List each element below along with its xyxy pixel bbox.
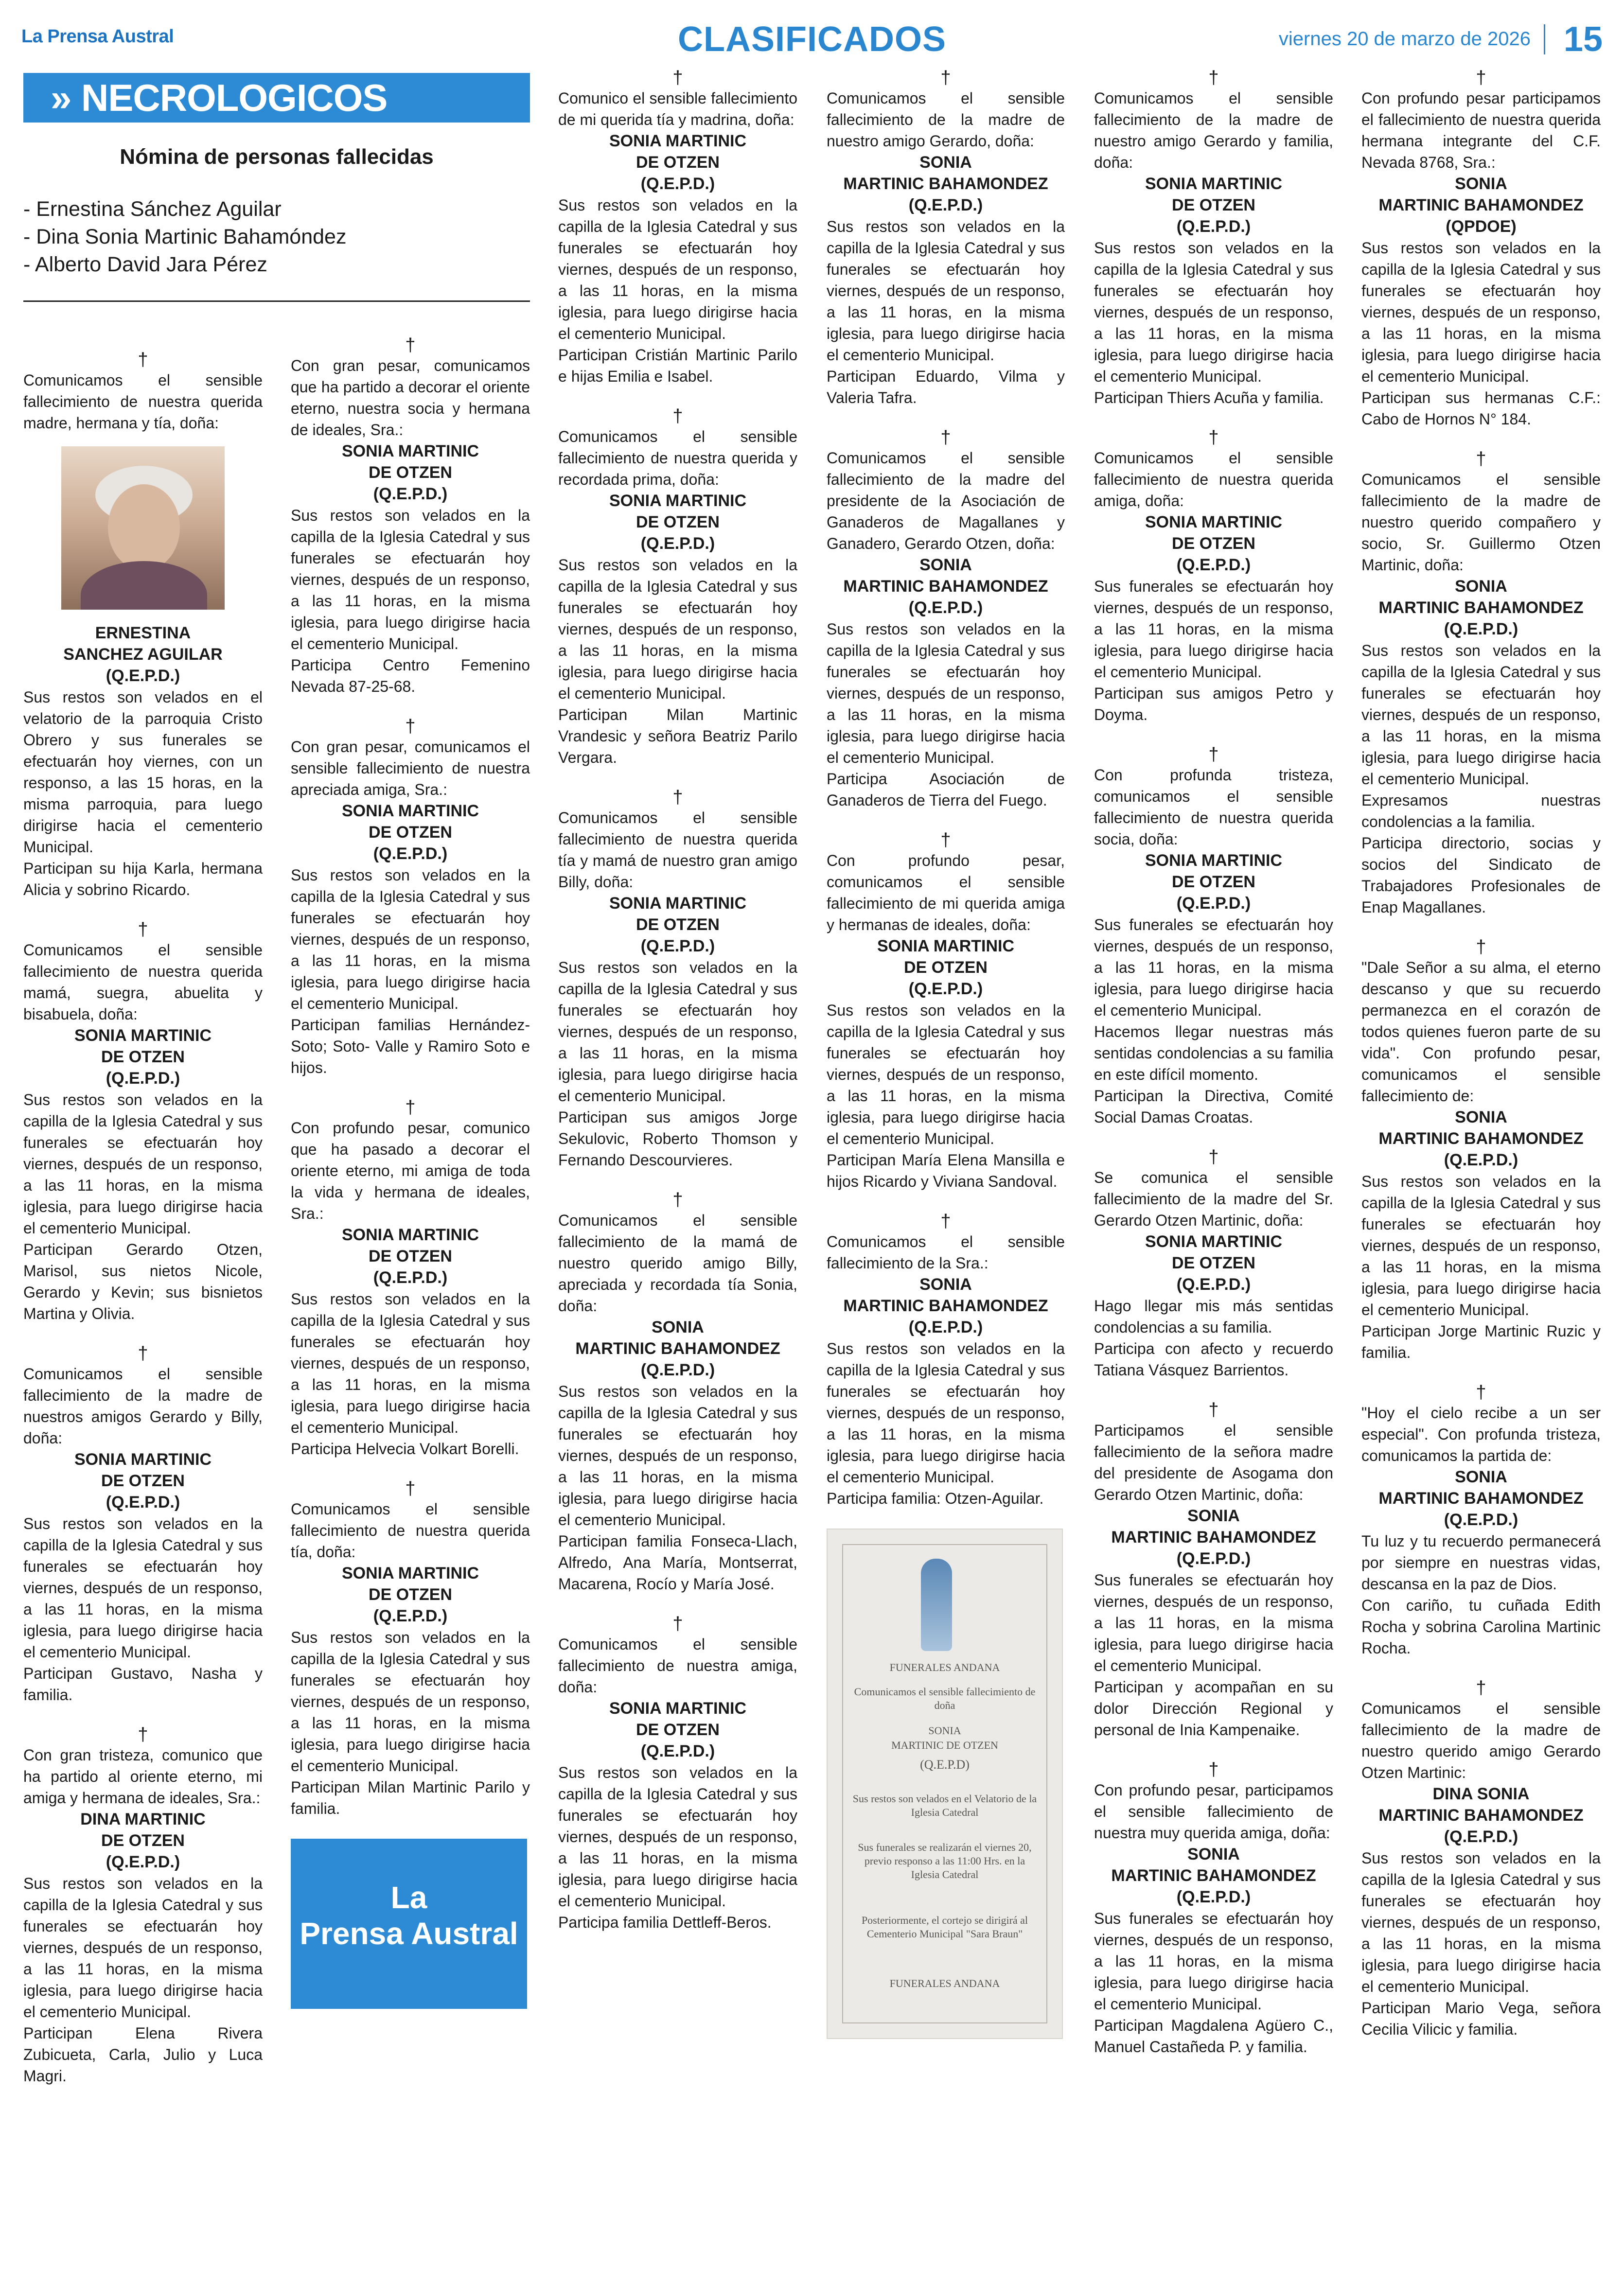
qepd: (Q.E.P.D.) xyxy=(1176,1888,1251,1906)
notice xyxy=(558,68,797,387)
notice-intro: Comunicamos el sensible fallecimiento de la madre de nuestro amigo Gerardo y familia, doña: xyxy=(1094,89,1333,171)
notice xyxy=(827,1212,1065,1509)
deceased-name: SONIA xyxy=(1187,1507,1240,1525)
notice-body: Sus restos son velados en la capilla de la Iglesia Catedral y sus funerales se efectuarán hoy viernes, después de un responso, a las 11 horas, en la misma iglesia, para luego dirigirse hacia el cementerio Municipal. xyxy=(558,196,797,342)
notice xyxy=(1094,68,1333,408)
notice xyxy=(1361,1383,1601,1659)
cross-icon: † xyxy=(1476,68,1486,88)
notice-participants: Participan Elena Rivera Zubicueta, Carla, Julio y Luca Magri. xyxy=(23,2024,263,2085)
cross-icon: † xyxy=(405,1478,416,1499)
notice-body: Sus restos son velados en la capilla de la Iglesia Catedral y sus funerales se efectuarán hoy viernes, después de un responso, a las 11 horas, en la misma iglesia, para luego dirigirse hacia el cementerio Municipal. xyxy=(827,218,1065,364)
notice xyxy=(291,717,530,1078)
notice-participants: Participan Thiers Acuña y familia. xyxy=(1094,389,1324,406)
notice-participants: Participan Mario Vega, señora Cecilia Vilicic y familia. xyxy=(1361,1999,1601,2038)
notice xyxy=(23,1725,263,2087)
notice-body: Sus restos son velados en la capilla de la Iglesia Catedral y sus funerales se efectuarán hoy viernes, después de un responso, a las 11 horas, en la misma iglesia, para luego dirigirse hacia el cementerio Municipal. xyxy=(827,620,1065,766)
notice-participants: Participan Eduardo, Vilma y Valeria Tafra. xyxy=(827,368,1065,406)
masthead-brand: La Prensa Austral xyxy=(21,26,174,47)
notice-intro: Participamos el sensible fallecimiento de la señora madre del presidente de Asogama don Gerardo Otzen Martinic, doña: xyxy=(1094,1422,1333,1503)
deceased-photo xyxy=(61,446,225,610)
notice xyxy=(1094,428,1333,725)
notice-participants: Participan María Elena Mansilla e hijos Ricardo y Viviana Sandoval. xyxy=(827,1151,1065,1190)
column-2 xyxy=(291,335,530,2009)
qepd: (Q.E.P.D.) xyxy=(1444,620,1518,638)
notice-participants: Participan Gerardo Otzen, Marisol, sus nietos Nicole, Gerardo y Kevin; sus bisnietos Martina y Olivia. xyxy=(23,1241,263,1322)
nomina-item: - Dina Sonia Martinic Bahamóndez xyxy=(23,225,347,248)
notice-participants: Participan Milan Martinic Vrandesic y señora Beatriz Parilo Vergara. xyxy=(558,706,797,766)
notice xyxy=(558,1614,797,1933)
qepd: (Q.E.P.D.) xyxy=(640,1361,715,1379)
notice-participants: Participa Centro Femenino Nevada 87-25-68. xyxy=(291,656,530,695)
notice-participants: Participan sus amigos Jorge Sekulovic, Roberto Thomson y Fernando Descourvieres. xyxy=(558,1108,797,1169)
section-title: CLASIFICADOS xyxy=(678,20,946,59)
notice xyxy=(291,1479,530,1819)
cross-icon: † xyxy=(940,830,951,850)
nomina-item: - Alberto David Jara Pérez xyxy=(23,253,267,276)
card-line: Sus restos son velados en el Velatorio de la Iglesia Catedral xyxy=(852,1793,1037,1818)
deceased-name: DE OTZEN xyxy=(904,958,988,977)
deceased-name: SONIA MARTINIC xyxy=(609,492,747,510)
notice xyxy=(1094,1147,1333,1381)
notice xyxy=(1361,68,1601,430)
necrologicos-banner: » NECROLOGICOS xyxy=(23,73,530,123)
notice-body: Sus restos son velados en la capilla de la Iglesia Catedral y sus funerales se efectuarán hoy viernes, después de un responso, a las 11 horas, en la misma iglesia, para luego dirigirse hacia el cementerio Municipal. xyxy=(23,1091,263,1237)
cross-icon: † xyxy=(672,787,683,808)
cross-icon: † xyxy=(1208,1147,1219,1167)
notice-intro: Comunicamos el sensible fallecimiento de la madre de nuestros amigos Gerardo y Billy, doña: xyxy=(23,1365,263,1447)
deceased-name: DE OTZEN xyxy=(1172,196,1255,214)
qepd: (Q.E.P.D.) xyxy=(1176,1549,1251,1568)
cross-icon: † xyxy=(672,68,683,88)
notice xyxy=(291,335,530,697)
notice-participants: Con cariño, tu cuñada Edith Rocha y sobrina Carolina Martinic Rocha. xyxy=(1361,1597,1601,1657)
cross-icon: † xyxy=(672,406,683,426)
deceased-name: SONIA xyxy=(1455,175,1507,193)
la-prensa-austral-logo: La Prensa Austral xyxy=(291,1839,527,2009)
deceased-name: MARTINIC BAHAMONDEZ xyxy=(1378,1129,1584,1148)
notice-body: Sus restos son velados en la capilla de la Iglesia Catedral y sus funerales se efectuarán hoy viernes, después de un responso, a las 11 horas, en la misma iglesia, para luego dirigirse hacia el cementerio Municipal. xyxy=(291,507,530,652)
notice-intro: Con profunda tristeza, comunicamos el sensible fallecimiento de nuestra querida socia, doña: xyxy=(1094,766,1333,848)
notice-participants: Participan Milan Martinic Parilo y familia. xyxy=(291,1778,530,1817)
notice-body: Sus funerales se efectuarán hoy viernes, después de un responso, a las 11 horas, en la misma iglesia, para luego dirigirse hacia el cementerio Municipal. xyxy=(1094,916,1333,1019)
cross-icon: † xyxy=(1476,1382,1486,1403)
notice-intro: Comunicamos el sensible fallecimiento de nuestra amiga, doña: xyxy=(558,1635,797,1696)
card-name: MARTINIC DE OTZEN xyxy=(891,1739,998,1751)
deceased-name: SONIA xyxy=(919,153,972,172)
deceased-name: SONIA MARTINIC xyxy=(341,1226,479,1244)
notice xyxy=(558,788,797,1171)
notice-participants: Participa con afecto y recuerdo Tatiana Vásquez Barrientos. xyxy=(1094,1340,1333,1379)
notice xyxy=(23,1344,263,1705)
notice-body: Sus restos son velados en la capilla de la Iglesia Catedral y sus funerales se efectuarán hoy viernes, después de un responso, a las 11 horas, en la misma iglesia, para luego dirigirse hacia el cementerio Municipal. xyxy=(558,959,797,1105)
notice-body: Sus restos son velados en la capilla de la Iglesia Catedral y sus funerales se efectuarán hoy viernes, después de un responso, a las 11 horas, en la misma iglesia, para luego dirigirse hacia el cementerio Municipal. xyxy=(1361,642,1601,788)
header-divider xyxy=(1544,24,1545,54)
qepd: (Q.E.P.D.) xyxy=(908,1318,983,1336)
nomina-title: Nómina de personas fallecidas xyxy=(120,145,434,169)
deceased-name: MARTINIC BAHAMONDEZ xyxy=(1378,598,1584,617)
notice xyxy=(558,406,797,768)
notice-participants: Participa directorio, socias y socios del Sindicato de Trabajadores Profesionales de Enap Magallanes. xyxy=(1361,834,1601,916)
notice xyxy=(827,830,1065,1192)
deceased-name: DE OTZEN xyxy=(636,513,720,531)
notice xyxy=(23,920,263,1324)
deceased-name: DE OTZEN xyxy=(636,1721,720,1739)
deceased-name: DE OTZEN xyxy=(369,1247,452,1266)
cross-icon: † xyxy=(138,1343,148,1364)
nomina-item: - Ernestina Sánchez Aguilar xyxy=(23,197,282,221)
notice-body: Hago llegar mis más sentidas condolencias a su familia. xyxy=(1094,1297,1333,1336)
notice xyxy=(1361,937,1601,1363)
qepd: (Q.E.P.D.) xyxy=(106,1493,180,1512)
deceased-name: MARTINIC BAHAMONDEZ xyxy=(843,175,1048,193)
qepd: (Q.E.P.D.) xyxy=(1444,1151,1518,1169)
notice-body: Sus funerales se efectuarán hoy viernes, después de un responso, a las 11 horas, en la misma iglesia, para luego dirigirse hacia el cementerio Municipal. xyxy=(1094,578,1333,681)
cross-icon: † xyxy=(1476,937,1486,957)
notice-participants: Participa familia: Otzen-Aguilar. xyxy=(827,1490,1044,1507)
notice-intro: Con profundo pesar participamos el fallecimiento de nuestra querida hermana integrante del C.F. Nevada 8768, Sra.: xyxy=(1361,89,1601,171)
page-header xyxy=(21,18,1603,61)
notice-intro: Comunicamos el sensible fallecimiento de nuestra querida amiga, doña: xyxy=(1094,449,1333,510)
deceased-name: DE OTZEN xyxy=(1172,873,1255,891)
qepd: (Q.E.P.D.) xyxy=(106,667,180,685)
notice-intro: Con gran tristeza, comunico que ha partido al oriente eterno, mi amiga y hermana de ideales, Sra.: xyxy=(23,1746,263,1807)
notice xyxy=(1094,1400,1333,1740)
notice-intro: Comunicamos el sensible fallecimiento de nuestra querida madre, hermana y tía, doña: xyxy=(23,371,263,432)
cross-icon: † xyxy=(1208,1759,1219,1780)
notice-intro: Comunicamos el sensible fallecimiento de nuestra querida tía, doña: xyxy=(291,1500,530,1561)
cross-icon: † xyxy=(1476,1678,1486,1698)
notice-intro: Comunicamos el sensible fallecimiento de nuestra querida y recordada prima, doña: xyxy=(558,428,797,488)
cross-icon: † xyxy=(940,427,951,448)
notice-intro: Comunicamos el sensible fallecimiento de la mamá de nuestro querido amigo Billy, apreciada y recordada tía Sonia, doña: xyxy=(558,1212,797,1315)
deceased-name: MARTINIC BAHAMONDEZ xyxy=(1378,196,1584,214)
notice-participants: Participan familia Fonseca-Llach, Alfredo, Ana María, Montserrat, Macarena, Rocío y María José. xyxy=(558,1532,797,1593)
notice-intro: "Dale Señor a su alma, el eterno descanso y que su recuerdo permanezca en el corazón de todos quienes fueron parte de su vida". Con profundo pesar, comunicamos el sensible fallecimiento de: xyxy=(1361,959,1601,1105)
deceased-name: SONIA xyxy=(652,1318,704,1336)
notice xyxy=(1361,1678,1601,2040)
deceased-name: SONIA xyxy=(1455,577,1507,596)
deceased-name: SONIA MARTINIC xyxy=(341,1564,479,1582)
notice-body: Sus restos son velados en la capilla de la Iglesia Catedral y sus funerales se efectuarán hoy viernes, después de un responso, a las 11 horas, en la misma iglesia, para luego dirigirse hacia el cementerio Municipal. xyxy=(827,1002,1065,1147)
column-6 xyxy=(1361,68,1601,2059)
notice-intro: Comunicamos el sensible fallecimiento de la madre del presidente de la Asociación de Ganaderos de Magallanes y Ganadero, Gerardo Otzen, doña: xyxy=(827,449,1065,552)
deceased-name: SONIA xyxy=(919,556,972,574)
qepd: (Q.E.P.D.) xyxy=(373,1607,448,1625)
section-rule xyxy=(23,300,530,302)
card-line: Sus funerales se realizarán el viernes 20, previo responso a las 11:00 Hrs. en la Iglesia Catedral xyxy=(858,1841,1032,1881)
notice-body: Sus funerales se efectuarán hoy viernes, después de un responso, a las 11 horas, en la misma iglesia, para luego dirigirse hacia el cementerio Municipal. xyxy=(1094,1571,1333,1674)
notice-intro: Con gran pesar, comunicamos que ha partido a decorar el oriente eterno, nuestra socia y hermana de ideales, Sra.: xyxy=(291,357,530,439)
notice-body: Sus restos son velados en la capilla de la Iglesia Catedral y sus funerales se efectuarán hoy viernes, después de un responso, a las 11 horas, en la misma iglesia, para luego dirigirse hacia el cementerio Municipal. xyxy=(291,1290,530,1436)
deceased-name: SONIA MARTINIC xyxy=(877,937,1015,955)
notice-participants: Participan y acompañan en su dolor Dirección Regional y personal de Inia Kampenaike. xyxy=(1094,1678,1333,1739)
card-intro: Comunicamos el sensible fallecimiento de doña xyxy=(854,1686,1036,1711)
notice-participants: Participan Magdalena Agüero C., Manuel Castañeda P. y familia. xyxy=(1094,2017,1333,2056)
deceased-name: SONIA MARTINIC xyxy=(609,894,747,913)
qepd: (Q.E.P.D.) xyxy=(640,534,715,553)
deceased-name: SONIA xyxy=(1187,1845,1240,1863)
notice-body: Sus restos son velados en la capilla de la Iglesia Catedral y sus funerales se efectuarán hoy viernes, después de un responso, a las 11 horas, en la misma iglesia, para luego dirigirse hacia el cementerio Municipal. xyxy=(558,1764,797,1910)
notice-intro: Comunicamos el sensible fallecimiento de la madre de nuestro amigo Gerardo, doña: xyxy=(827,89,1065,150)
deceased-name: MARTINIC BAHAMONDEZ xyxy=(1111,1866,1316,1885)
cross-icon: † xyxy=(405,1097,416,1118)
deceased-name: MARTINIC BAHAMONDEZ xyxy=(1111,1528,1316,1547)
deceased-name: DE OTZEN xyxy=(101,1472,185,1490)
notice xyxy=(558,1190,797,1595)
notice-body: Sus funerales se efectuarán hoy viernes, después de un responso, a las 11 horas, en la misma iglesia, para luego dirigirse hacia el cementerio Municipal. xyxy=(1094,1910,1333,2013)
notice-participants: Participan familias Hernández- Soto; Soto- Valle y Ramiro Soto e hijos. xyxy=(291,1016,530,1076)
qepd: (Q.E.P.D.) xyxy=(908,980,983,998)
card-footer: FUNERALES ANDANA xyxy=(889,1977,1000,1989)
page-number: 15 xyxy=(1563,20,1603,59)
notice-intro: Comunicamos el sensible fallecimiento de la Sra.: xyxy=(827,1233,1065,1272)
qepd: (Q.E.P.D.) xyxy=(106,1853,180,1871)
deceased-name: DE OTZEN xyxy=(101,1048,185,1066)
qepd: (Q.E.P.D.) xyxy=(1444,1828,1518,1846)
card-name: SONIA xyxy=(928,1724,961,1737)
notice-body: Sus restos son velados en la capilla de la Iglesia Catedral y sus funerales se efectuarán hoy viernes, después de un responso, a las 11 horas, en la misma iglesia, para luego dirigirse hacia el cementerio Municipal. xyxy=(1094,239,1333,385)
cross-icon: † xyxy=(138,919,148,940)
qepd: (Q.E.P.D.) xyxy=(640,937,715,955)
cross-icon: † xyxy=(405,335,416,355)
deceased-name: SONIA MARTINIC xyxy=(74,1450,212,1469)
deceased-name: SONIA MARTINIC xyxy=(1145,513,1283,531)
column-5 xyxy=(1094,68,1333,2077)
column-1 xyxy=(23,350,263,2106)
notice xyxy=(1361,449,1601,918)
deceased-name: ERNESTINA xyxy=(95,624,191,642)
card-qepd: (Q.E.P.D) xyxy=(920,1758,970,1772)
qepd: (Q.E.P.D.) xyxy=(106,1069,180,1088)
notice-body: Tu luz y tu recuerdo permanecerá por siempre en nuestras vidas, descansa en la paz de Dios. xyxy=(1361,1532,1601,1593)
notice-extra: Expresamos nuestras condolencias a la familia. xyxy=(1361,791,1601,830)
deceased-name: DE OTZEN xyxy=(369,1585,452,1604)
qepd: (Q.E.P.D.) xyxy=(1176,556,1251,574)
qepd: (Q.E.P.D.) xyxy=(908,196,983,214)
notice-body: Sus restos son velados en el velatorio de la parroquia Cristo Obrero y sus funerales se efectuarán hoy viernes, con un responso, a las 15 horas, en la misma parroquia, para luego dirigirse hacia el cementerio Municipal. xyxy=(23,688,263,856)
notice xyxy=(827,428,1065,811)
deceased-name: MARTINIC BAHAMONDEZ xyxy=(575,1339,780,1358)
deceased-name: SONIA MARTINIC xyxy=(609,132,747,150)
notice-participants: Participan sus amigos Petro y Doyma. xyxy=(1094,685,1333,723)
notice-intro: Con profundo pesar, participamos el sensible fallecimiento de nuestra muy querida amiga, doña: xyxy=(1094,1781,1333,1842)
notice-body: Sus restos son velados en la capilla de la Iglesia Catedral y sus funerales se efectuarán hoy viernes, después de un responso, a las 11 horas, en la misma iglesia, para luego dirigirse hacia el cementerio Municipal. xyxy=(23,1515,263,1661)
cross-icon: † xyxy=(1208,1400,1219,1420)
qepd: (Q.E.P.D.) xyxy=(1176,217,1251,236)
cross-icon: † xyxy=(138,1724,148,1745)
deceased-name: SONIA xyxy=(1455,1468,1507,1486)
notice-participants: Participan la Directiva, Comité Social Damas Croatas. xyxy=(1094,1087,1333,1126)
notice-intro: Con profundo pesar, comunico que ha pasado a decorar el oriente eterno, mi amiga de toda la vida y hermana de ideales, Sra.: xyxy=(291,1119,530,1222)
qepd: (QPDOE) xyxy=(1446,217,1517,236)
column-3 xyxy=(558,68,797,1952)
deceased-name: DE OTZEN xyxy=(1172,1254,1255,1272)
deceased-name: SONIA MARTINIC xyxy=(74,1026,212,1045)
notice-participants: Participan Jorge Martinic Ruzic y familia. xyxy=(1361,1322,1601,1361)
deceased-name: SONIA MARTINIC xyxy=(1145,851,1283,870)
deceased-name: SONIA MARTINIC xyxy=(1145,1232,1283,1251)
deceased-name: MARTINIC BAHAMONDEZ xyxy=(1378,1806,1584,1825)
notice-intro: Comunicamos el sensible fallecimiento de la madre de nuestro querido compañero y socio, Sr. Guillermo Otzen Martinic, doña: xyxy=(1361,471,1601,574)
notice-intro: Con profundo pesar, comunicamos el sensible fallecimiento de mi querida amiga y hermanas de ideales, doña: xyxy=(827,852,1065,933)
notice-intro: Comunico el sensible fallecimiento de mi querida tía y madrina, doña: xyxy=(558,89,797,128)
deceased-name: DINA MARTINIC xyxy=(80,1810,206,1828)
cross-icon: † xyxy=(940,1211,951,1231)
qepd: (Q.E.P.D.) xyxy=(1176,1275,1251,1294)
cross-icon: † xyxy=(672,1614,683,1634)
notice-body: Sus restos son velados en la capilla de la Iglesia Catedral y sus funerales se efectuarán hoy viernes, después de un responso, a las 11 horas, en la misma iglesia, para luego dirigirse hacia el cementerio Municipal. xyxy=(558,1383,797,1529)
qepd: (Q.E.P.D.) xyxy=(908,598,983,617)
cross-icon: † xyxy=(672,1190,683,1210)
notice-participants: Participa Asociación de Ganaderos de Tierra del Fuego. xyxy=(827,770,1065,809)
cross-icon: † xyxy=(405,716,416,737)
nomina-list xyxy=(23,195,530,279)
cross-icon: † xyxy=(1208,744,1219,765)
notice-body: Sus restos son velados en la capilla de la Iglesia Catedral y sus funerales se efectuarán hoy viernes, después de un responso, a las 11 horas, en la misma iglesia, para luego dirigirse hacia el cementerio Municipal. xyxy=(23,1875,263,2021)
notice-intro: Comunicamos el sensible fallecimiento de la madre de nuestro querido amigo Gerardo Otzen Martinic: xyxy=(1361,1700,1601,1781)
notice xyxy=(1094,745,1333,1128)
qepd: (Q.E.P.D.) xyxy=(1444,1511,1518,1529)
qepd: (Q.E.P.D.) xyxy=(640,1742,715,1760)
deceased-name: MARTINIC BAHAMONDEZ xyxy=(843,577,1048,596)
qepd: (Q.E.P.D.) xyxy=(373,844,448,863)
notice-intro: Con gran pesar, comunicamos el sensible fallecimiento de nuestra apreciada amiga, Sra.: xyxy=(291,738,530,798)
virgin-figure-icon xyxy=(921,1559,952,1651)
deceased-name: SONIA MARTINIC xyxy=(1145,175,1283,193)
deceased-name: DE OTZEN xyxy=(636,915,720,934)
notice-body: Sus restos son velados en la capilla de la Iglesia Catedral y sus funerales se efectuarán hoy viernes, después de un responso, a las 11 horas, en la misma iglesia, para luego dirigirse hacia el cementerio Municipal. xyxy=(291,866,530,1012)
notice-intro: "Hoy el cielo recibe a un ser especial". Con profunda tristeza, comunicamos la partida de: xyxy=(1361,1404,1601,1464)
notice-body: Sus restos son velados en la capilla de la Iglesia Catedral y sus funerales se efectuarán hoy viernes, después de un responso, a las 11 horas, en la misma iglesia, para luego dirigirse hacia el cementerio Municipal. xyxy=(1361,239,1601,385)
cross-icon: † xyxy=(138,350,148,370)
deceased-name: DE OTZEN xyxy=(1172,534,1255,553)
notice xyxy=(23,350,263,900)
notice-participants: Participa Helvecia Volkart Borelli. xyxy=(291,1440,519,1458)
deceased-name: SONIA MARTINIC xyxy=(609,1699,747,1718)
notice xyxy=(291,1098,530,1459)
column-4 xyxy=(827,68,1065,2039)
deceased-name: SONIA xyxy=(1455,1108,1507,1126)
notice-extra: Hacemos llegar nuestras más sentidas condolencias a su familia en este difícil momento. xyxy=(1094,1023,1333,1083)
funeral-home-card xyxy=(827,1529,1063,2039)
deceased-name: SONIA MARTINIC xyxy=(341,442,479,460)
notice-intro: Comunicamos el sensible fallecimiento de nuestra querida mamá, suegra, abuelita y bisabuela, doña: xyxy=(23,941,263,1023)
deceased-name: MARTINIC BAHAMONDEZ xyxy=(1378,1489,1584,1508)
issue-date: viernes 20 de marzo de 2026 xyxy=(1278,28,1531,50)
notice-participants: Participan su hija Karla, hermana Alicia y sobrino Ricardo. xyxy=(23,860,263,898)
cross-icon: † xyxy=(1476,449,1486,469)
card-org: FUNERALES ANDANA xyxy=(889,1661,1000,1673)
notice-participants: Participan sus hermanas C.F.: Cabo de Hornos N° 184. xyxy=(1361,389,1601,428)
notice-body: Sus restos son velados en la capilla de la Iglesia Catedral y sus funerales se efectuarán hoy viernes, después de un responso, a las 11 horas, en la misma iglesia, para luego dirigirse hacia el cementerio Municipal. xyxy=(1361,1849,1601,1995)
qepd: (Q.E.P.D.) xyxy=(1176,894,1251,913)
deceased-name: MARTINIC BAHAMONDEZ xyxy=(843,1297,1048,1315)
deceased-name: DE OTZEN xyxy=(369,823,452,842)
notice-intro: Comunicamos el sensible fallecimiento de nuestra querida tía y mamá de nuestro gran amigo Billy, doña: xyxy=(558,809,797,891)
deceased-name: SANCHEZ AGUILAR xyxy=(63,645,223,664)
notice-body: Sus restos son velados en la capilla de la Iglesia Catedral y sus funerales se efectuarán hoy viernes, después de un responso, a las 11 horas, en la misma iglesia, para luego dirigirse hacia el cementerio Municipal. xyxy=(291,1629,530,1775)
notice-participants: Participan Gustavo, Nasha y familia. xyxy=(23,1665,263,1704)
deceased-name: SONIA xyxy=(919,1275,972,1294)
cross-icon: † xyxy=(1208,68,1219,88)
qepd: (Q.E.P.D.) xyxy=(373,1268,448,1287)
notice-body: Sus restos son velados en la capilla de la Iglesia Catedral y sus funerales se efectuarán hoy viernes, después de un responso, a las 11 horas, en la misma iglesia, para luego dirigirse hacia el cementerio Municipal. xyxy=(558,556,797,702)
deceased-name: DE OTZEN xyxy=(101,1831,185,1850)
notice xyxy=(827,68,1065,408)
notice-participants: Participa familia Dettleff-Beros. xyxy=(558,1914,772,1931)
deceased-name: DE OTZEN xyxy=(636,153,720,172)
notice-participants: Participan Cristián Martinic Parilo e hijas Emilia e Isabel. xyxy=(558,346,797,385)
notice-body: Sus restos son velados en la capilla de la Iglesia Catedral y sus funerales se efectuarán hoy viernes, después de un responso, a las 11 horas, en la misma iglesia, para luego dirigirse hacia el cementerio Municipal. xyxy=(827,1340,1065,1486)
notice xyxy=(1094,1760,1333,2057)
qepd: (Q.E.P.D.) xyxy=(373,485,448,503)
notice-body: Sus restos son velados en la capilla de la Iglesia Catedral y sus funerales se efectuarán hoy viernes, después de un responso, a las 11 horas, en la misma iglesia, para luego dirigirse hacia el cementerio Municipal. xyxy=(1361,1173,1601,1318)
deceased-name: SONIA MARTINIC xyxy=(341,802,479,820)
cross-icon: † xyxy=(940,68,951,88)
qepd: (Q.E.P.D.) xyxy=(640,175,715,193)
deceased-name: DINA SONIA xyxy=(1432,1785,1530,1803)
card-line: Posteriormente, el cortejo se dirigirá al Cementerio Municipal "Sara Braun" xyxy=(861,1914,1028,1940)
deceased-name: DE OTZEN xyxy=(369,463,452,482)
cross-icon: † xyxy=(1208,427,1219,448)
notice-intro: Se comunica el sensible fallecimiento de la madre del Sr. Gerardo Otzen Martinic, doña: xyxy=(1094,1169,1333,1229)
